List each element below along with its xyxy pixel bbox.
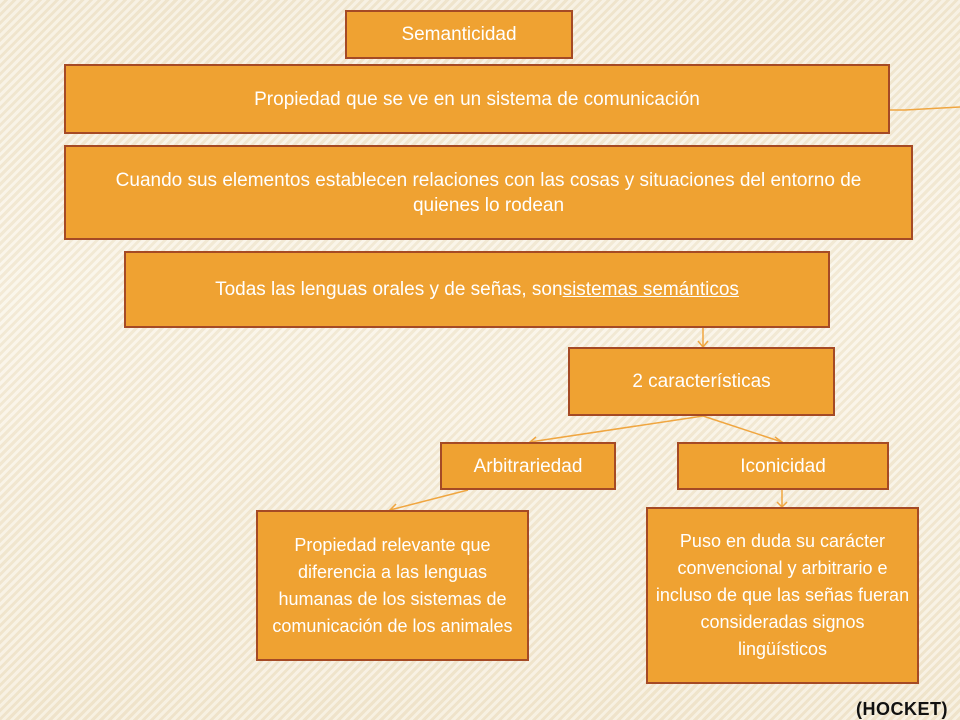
node-condition: Cuando sus elementos establecen relaciones con las cosas y situaciones del entorno de quienes lo rodean [64, 145, 913, 240]
node-iconicidad: Iconicidad [677, 442, 889, 490]
connector-arbitrariedad-desc [390, 490, 468, 510]
node-languages [124, 251, 830, 328]
node-semanticidad: Semanticidad [345, 10, 573, 59]
node-characteristics: 2 características [568, 347, 835, 416]
connector-characteristics-iconicidad [703, 416, 782, 442]
connector-characteristics-arbitrariedad [530, 416, 703, 442]
languages-prefix: Todas las lenguas orales y de señas, son [215, 279, 563, 300]
languages-link: sistemas semánticos [562, 279, 739, 300]
node-arbitrariedad: Arbitrariedad [440, 442, 616, 490]
credit-hocket: (HOCKET) [856, 699, 948, 719]
node-arbitrariedad-desc: Propiedad relevante que diferencia a las lenguas humanas de los sistemas de comunicación de los animales [256, 510, 529, 661]
node-iconicidad-desc: Puso en duda su carácter convencional y arbitrario e incluso de que las señas fueran consideradas signos lingüísticos [646, 507, 919, 684]
node-definition: Propiedad que se ve en un sistema de comunicación [64, 64, 890, 134]
connector-definition-right [890, 107, 960, 110]
